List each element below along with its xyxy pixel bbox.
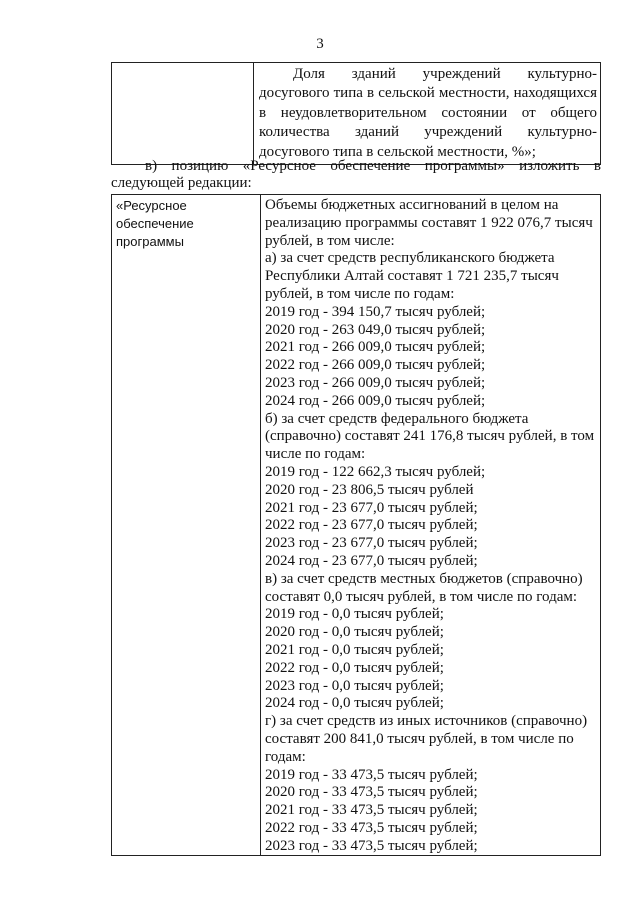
resource-line: реализацию программы составят 1 922 076,7 тысяч — [265, 214, 593, 231]
resource-line: 2021 год - 0,0 тысяч рублей; — [265, 641, 444, 658]
resource-line: 2020 год - 23 806,5 тысяч рублей — [265, 481, 474, 498]
resource-line: в) за счет средств местных бюджетов (справочно) — [265, 570, 583, 587]
resource-line: 2023 год - 266 009,0 тысяч рублей; — [265, 374, 486, 391]
resource-content-cell — [261, 195, 601, 856]
resource-line: б) за счет средств федерального бюджета — [265, 410, 529, 427]
resource-line: составят 0,0 тысяч рублей, в том числе по годам: — [265, 588, 578, 605]
resource-line: 2023 год - 33 473,5 тысяч рублей; — [265, 837, 478, 854]
resource-line: Объемы бюджетных ассигнований в целом на — [265, 197, 559, 213]
indicator-table — [111, 62, 601, 165]
page-number: 3 — [316, 36, 324, 52]
resource-line: 2024 год - 0,0 тысяч рублей; — [265, 695, 444, 712]
resource-line: 2022 год - 266 009,0 тысяч рублей; — [265, 357, 486, 374]
resource-table — [111, 194, 601, 856]
resource-line: Республики Алтай составят 1 721 235,7 тысяч — [265, 268, 559, 285]
resource-line: годам: — [265, 748, 306, 765]
resource-line: 2020 год - 263 049,0 тысяч рублей; — [265, 321, 486, 338]
resource-line: 2019 год - 0,0 тысяч рублей; — [265, 606, 444, 623]
resource-line: 2023 год - 23 677,0 тысяч рублей; — [265, 535, 478, 552]
amendment-paragraph: в) позицию «Ресурсное обеспечение программы» изложить в следующей редакции: — [111, 158, 601, 191]
resource-line: числе по годам: — [265, 446, 366, 463]
resource-line: 2021 год - 23 677,0 тысяч рублей; — [265, 499, 478, 516]
resource-line: 2022 год - 33 473,5 тысяч рублей; — [265, 819, 478, 836]
resource-line: 2019 год - 33 473,5 тысяч рублей; — [265, 766, 478, 783]
table-row — [112, 195, 601, 856]
resource-line: 2021 год - 266 009,0 тысяч рублей; — [265, 339, 486, 356]
resource-line: 2021 год - 33 473,5 тысяч рублей; — [265, 802, 478, 819]
resource-line: (справочно) составят 241 176,8 тысяч рублей, в том — [265, 428, 595, 445]
resource-line: 2019 год - 122 662,3 тысяч рублей; — [265, 463, 486, 480]
resource-label-cell — [112, 195, 261, 856]
resource-line: 2022 год - 23 677,0 тысяч рублей; — [265, 517, 478, 534]
resource-line: г) за счет средств из иных источников (справочно) — [265, 713, 588, 730]
resource-line: 2020 год - 0,0 тысяч рублей; — [265, 624, 444, 641]
indicator-text: Доля зданий учреждений культурно-досугового типа в сельской местности, находящихся в неудовлетворительном состоянии от общего количества зданий учреждений культурно-досугового типа в сельской местности, %»; — [259, 66, 597, 160]
resource-lines — [265, 197, 596, 855]
resource-line: рублей, в том числе по годам: — [265, 285, 455, 302]
resource-line: 2024 год - 266 009,0 тысяч рублей; — [265, 392, 486, 409]
resource-label: «Ресурсное обеспечение программы — [116, 198, 194, 249]
indicator-cell — [254, 63, 601, 165]
resource-line: а) за счет средств республиканского бюджета — [265, 250, 555, 267]
resource-line: 2023 год - 0,0 тысяч рублей; — [265, 677, 444, 694]
resource-line: рублей, в том числе: — [265, 232, 395, 249]
resource-line: составят 200 841,0 тысяч рублей, в том числе по — [265, 730, 574, 747]
resource-line: 2020 год - 33 473,5 тысяч рублей; — [265, 784, 478, 801]
resource-line: 2024 год - 23 677,0 тысяч рублей; — [265, 552, 478, 569]
table-row — [112, 63, 601, 165]
resource-line: 2019 год - 394 150,7 тысяч рублей; — [265, 303, 486, 320]
resource-line: 2022 год - 0,0 тысяч рублей; — [265, 659, 444, 676]
empty-left-cell — [112, 63, 254, 165]
